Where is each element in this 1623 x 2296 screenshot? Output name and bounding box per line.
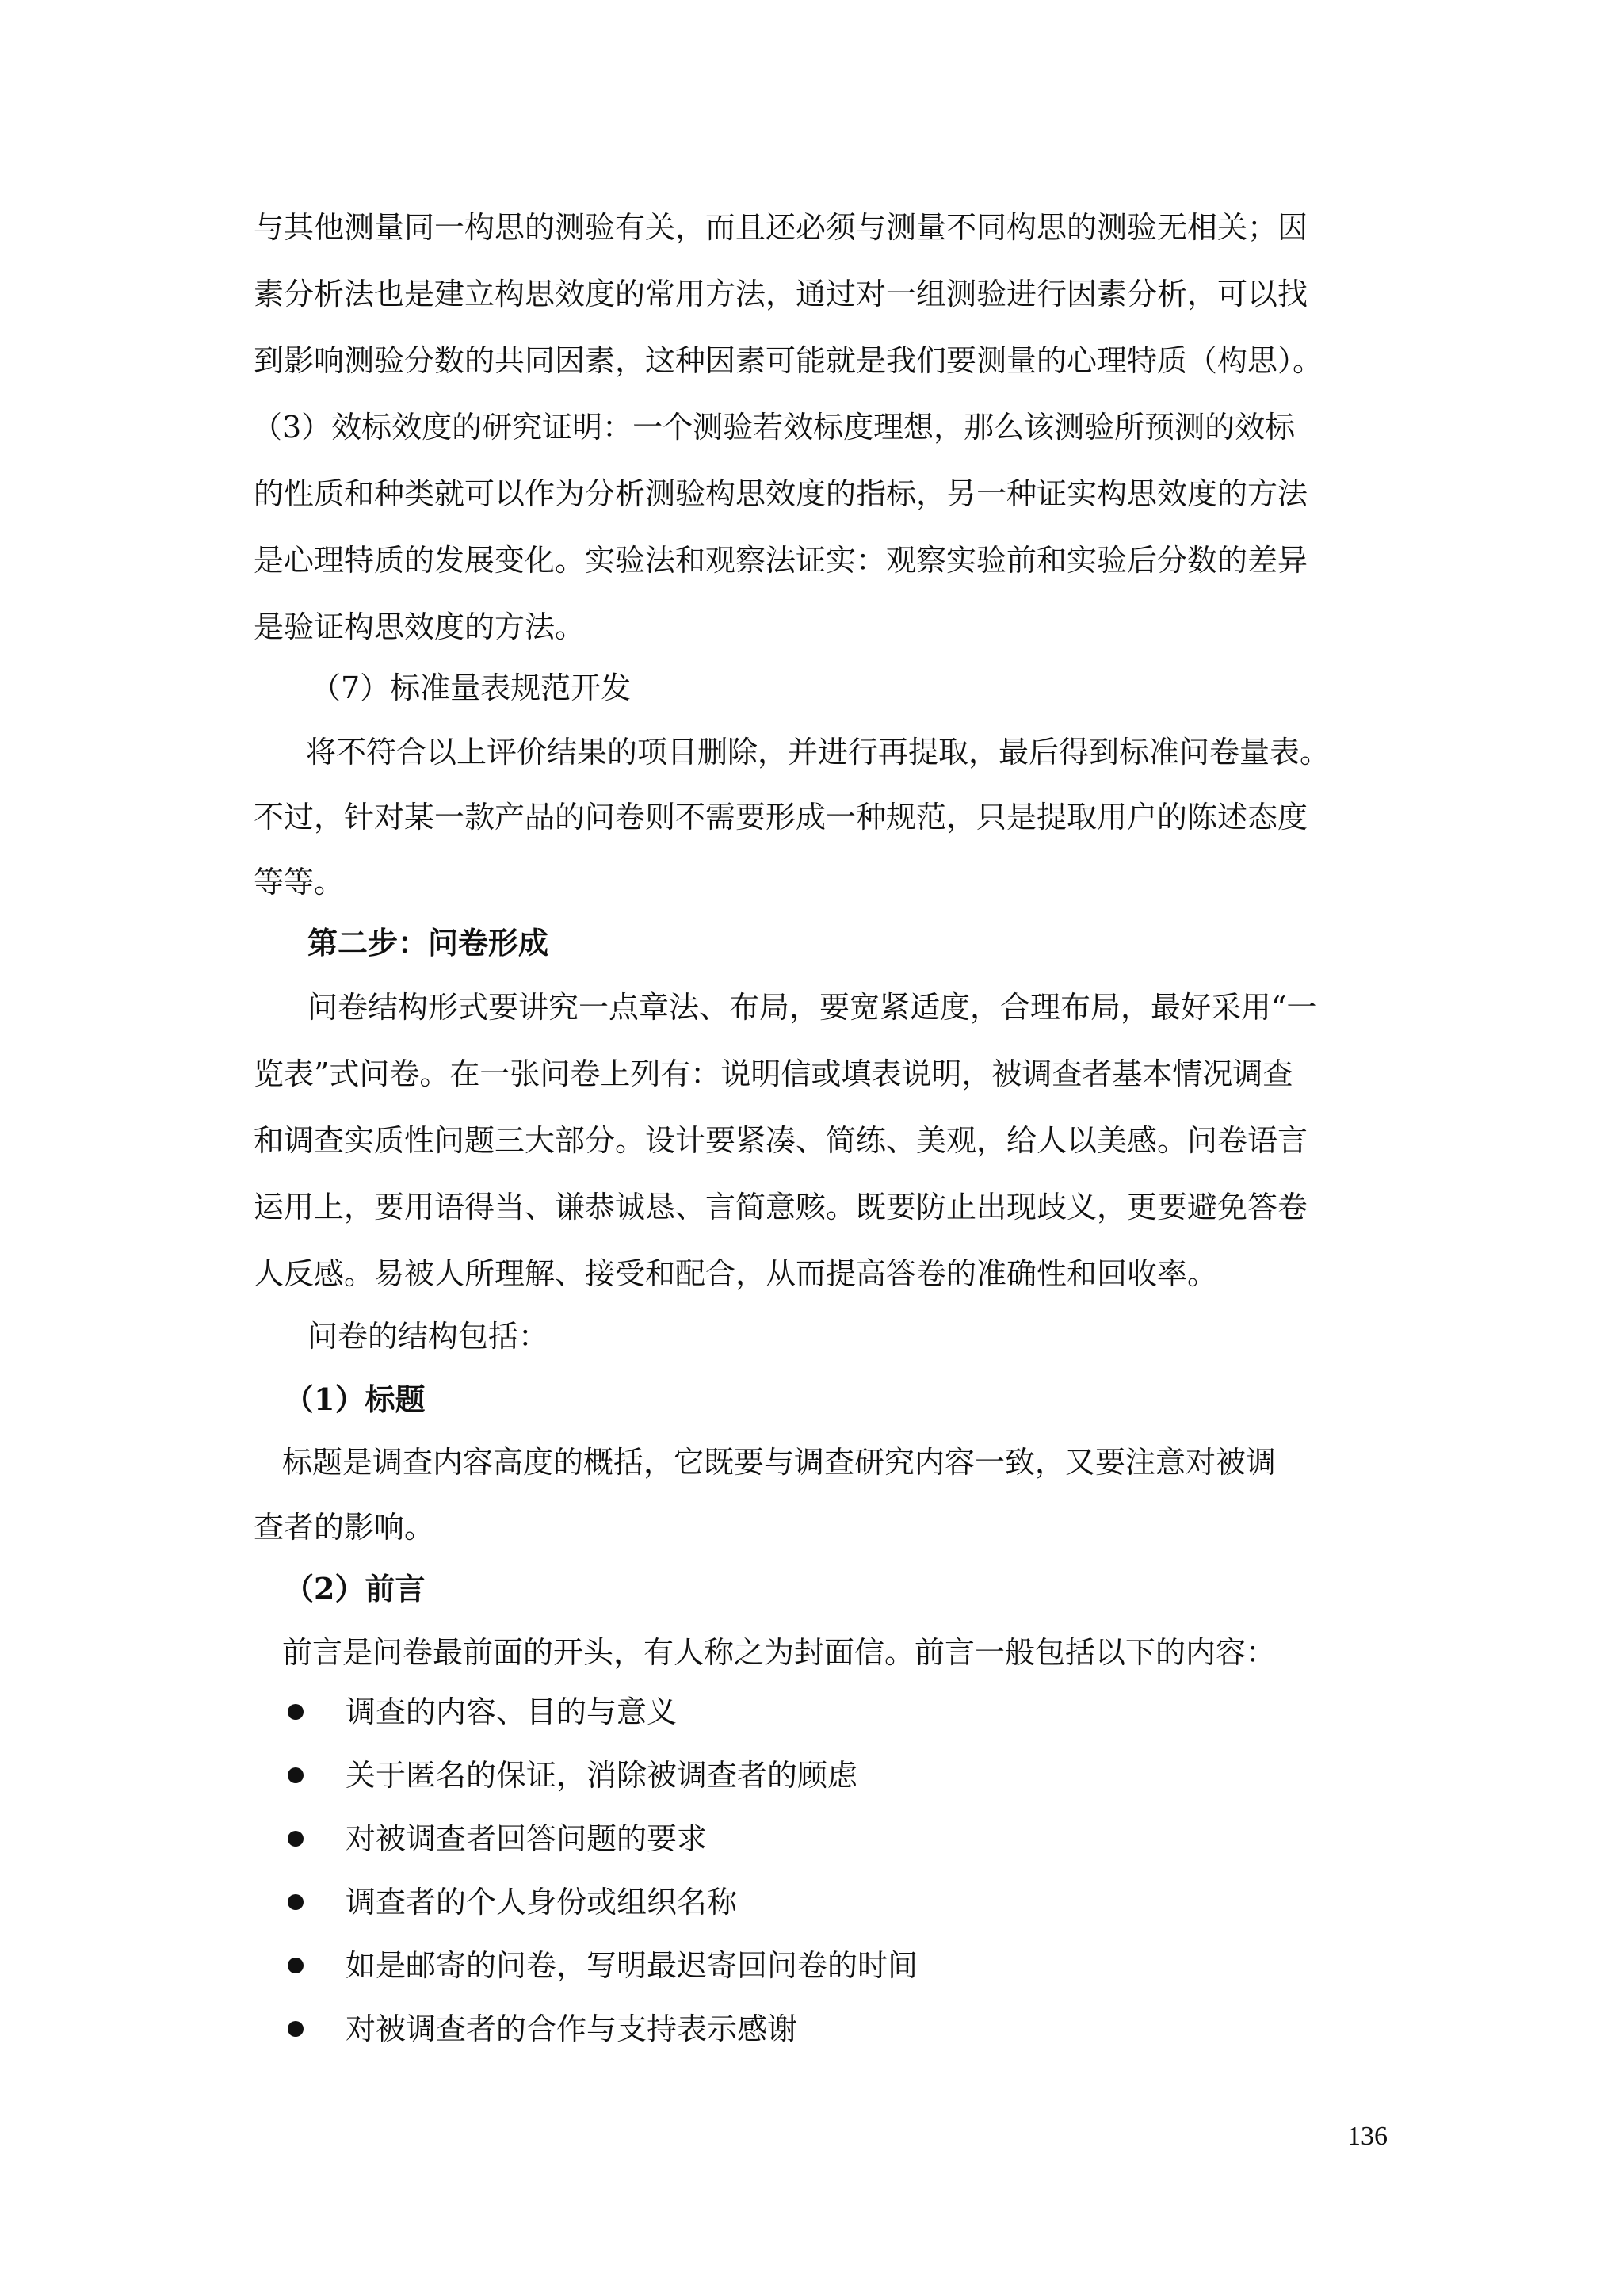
bullet-icon — [288, 1704, 304, 1720]
list-item-text: 对被调查者的合作与支持表示感谢 — [346, 2011, 798, 2046]
bullet-icon — [288, 1958, 304, 1973]
bullet-icon — [288, 1767, 304, 1783]
paragraph-line: 将不符合以上评价结果的项目删除，并进行再提取，最后得到标准问卷量表。 — [306, 735, 1331, 770]
preface-intro: 前言是问卷最前面的开头，有人称之为封面信。前言一般包括以下的内容： — [282, 1635, 1277, 1670]
paragraph-line: 的性质和种类就可以作为分析测验构思效度的指标，另一种证实构思效度的方法 — [254, 476, 1308, 511]
paragraph-line: 是心理特质的发展变化。实验法和观察法证实：观察实验前和实验后分数的差异 — [254, 543, 1308, 578]
paragraph-line: 查者的影响。 — [254, 1510, 435, 1545]
structure-intro: 问卷的结构包括： — [307, 1319, 549, 1354]
list-item-text: 对被调查者回答问题的要求 — [346, 1821, 708, 1856]
list-item-text: 如是邮寄的问卷，写明最迟寄回问卷的时间 — [346, 1948, 918, 1983]
paragraph-line: 标题是调查内容高度的概括，它既要与调查研究内容一致，又要注意对被调 — [282, 1445, 1277, 1480]
paragraph-line: 人反感。易被人所理解、接受和配合，从而提高答卷的准确性和回收率。 — [254, 1256, 1218, 1291]
paragraph-line: （3）效标效度的研究证明：一个测验若效标度理想，那么该测验所预测的效标 — [252, 410, 1296, 445]
paragraph-line: 运用上，要用语得当、谦恭诚恳、言简意赅。既要防止出现歧义，更要避免答卷 — [254, 1190, 1308, 1224]
preface-heading: （2）前言 — [284, 1571, 426, 1606]
paragraph-line: 览表”式问卷。在一张问卷上列有：说明信或填表说明，被调查者基本情况调查 — [254, 1056, 1293, 1091]
paragraph-line: 等等。 — [254, 865, 345, 900]
paragraph-line: 与其他测量同一构思的测验有关，而且还必须与测量不同构思的测验无相关；因 — [254, 210, 1308, 245]
bullet-icon — [288, 2021, 304, 2037]
bullet-icon — [288, 1831, 304, 1847]
list-item-text: 关于匿名的保证，消除被调查者的顾虑 — [346, 1758, 858, 1793]
list-item-text: 调查者的个人身份或组织名称 — [346, 1885, 738, 1920]
title-heading: （1）标题 — [284, 1381, 426, 1417]
list-item-text: 调查的内容、目的与意义 — [346, 1694, 678, 1729]
paragraph-line: 问卷结构形式要讲究一点章法、布局，要宽紧适度，合理布局，最好采用“一 — [307, 990, 1317, 1025]
paragraph-line: 和调查实质性问题三大部分。设计要紧凑、简练、美观，给人以美感。问卷语言 — [254, 1123, 1308, 1158]
paragraph-line: 到影响测验分数的共同因素，这种因素可能就是我们要测量的心理特质（构思）。 — [254, 343, 1323, 378]
paragraph-line: 素分析法也是建立构思效度的常用方法，通过对一组测验进行因素分析，可以找 — [254, 277, 1308, 311]
bullet-icon — [288, 1894, 304, 1910]
step-heading: 第二步：问卷形成 — [307, 925, 549, 961]
paragraph-line: 是验证构思效度的方法。 — [254, 609, 586, 644]
section-subheading: （7）标准量表规范开发 — [311, 670, 632, 705]
paragraph-line: 不过，针对某一款产品的问卷则不需要形成一种规范，只是提取用户的陈述态度 — [254, 800, 1308, 835]
page-number: 136 — [1347, 2122, 1388, 2151]
